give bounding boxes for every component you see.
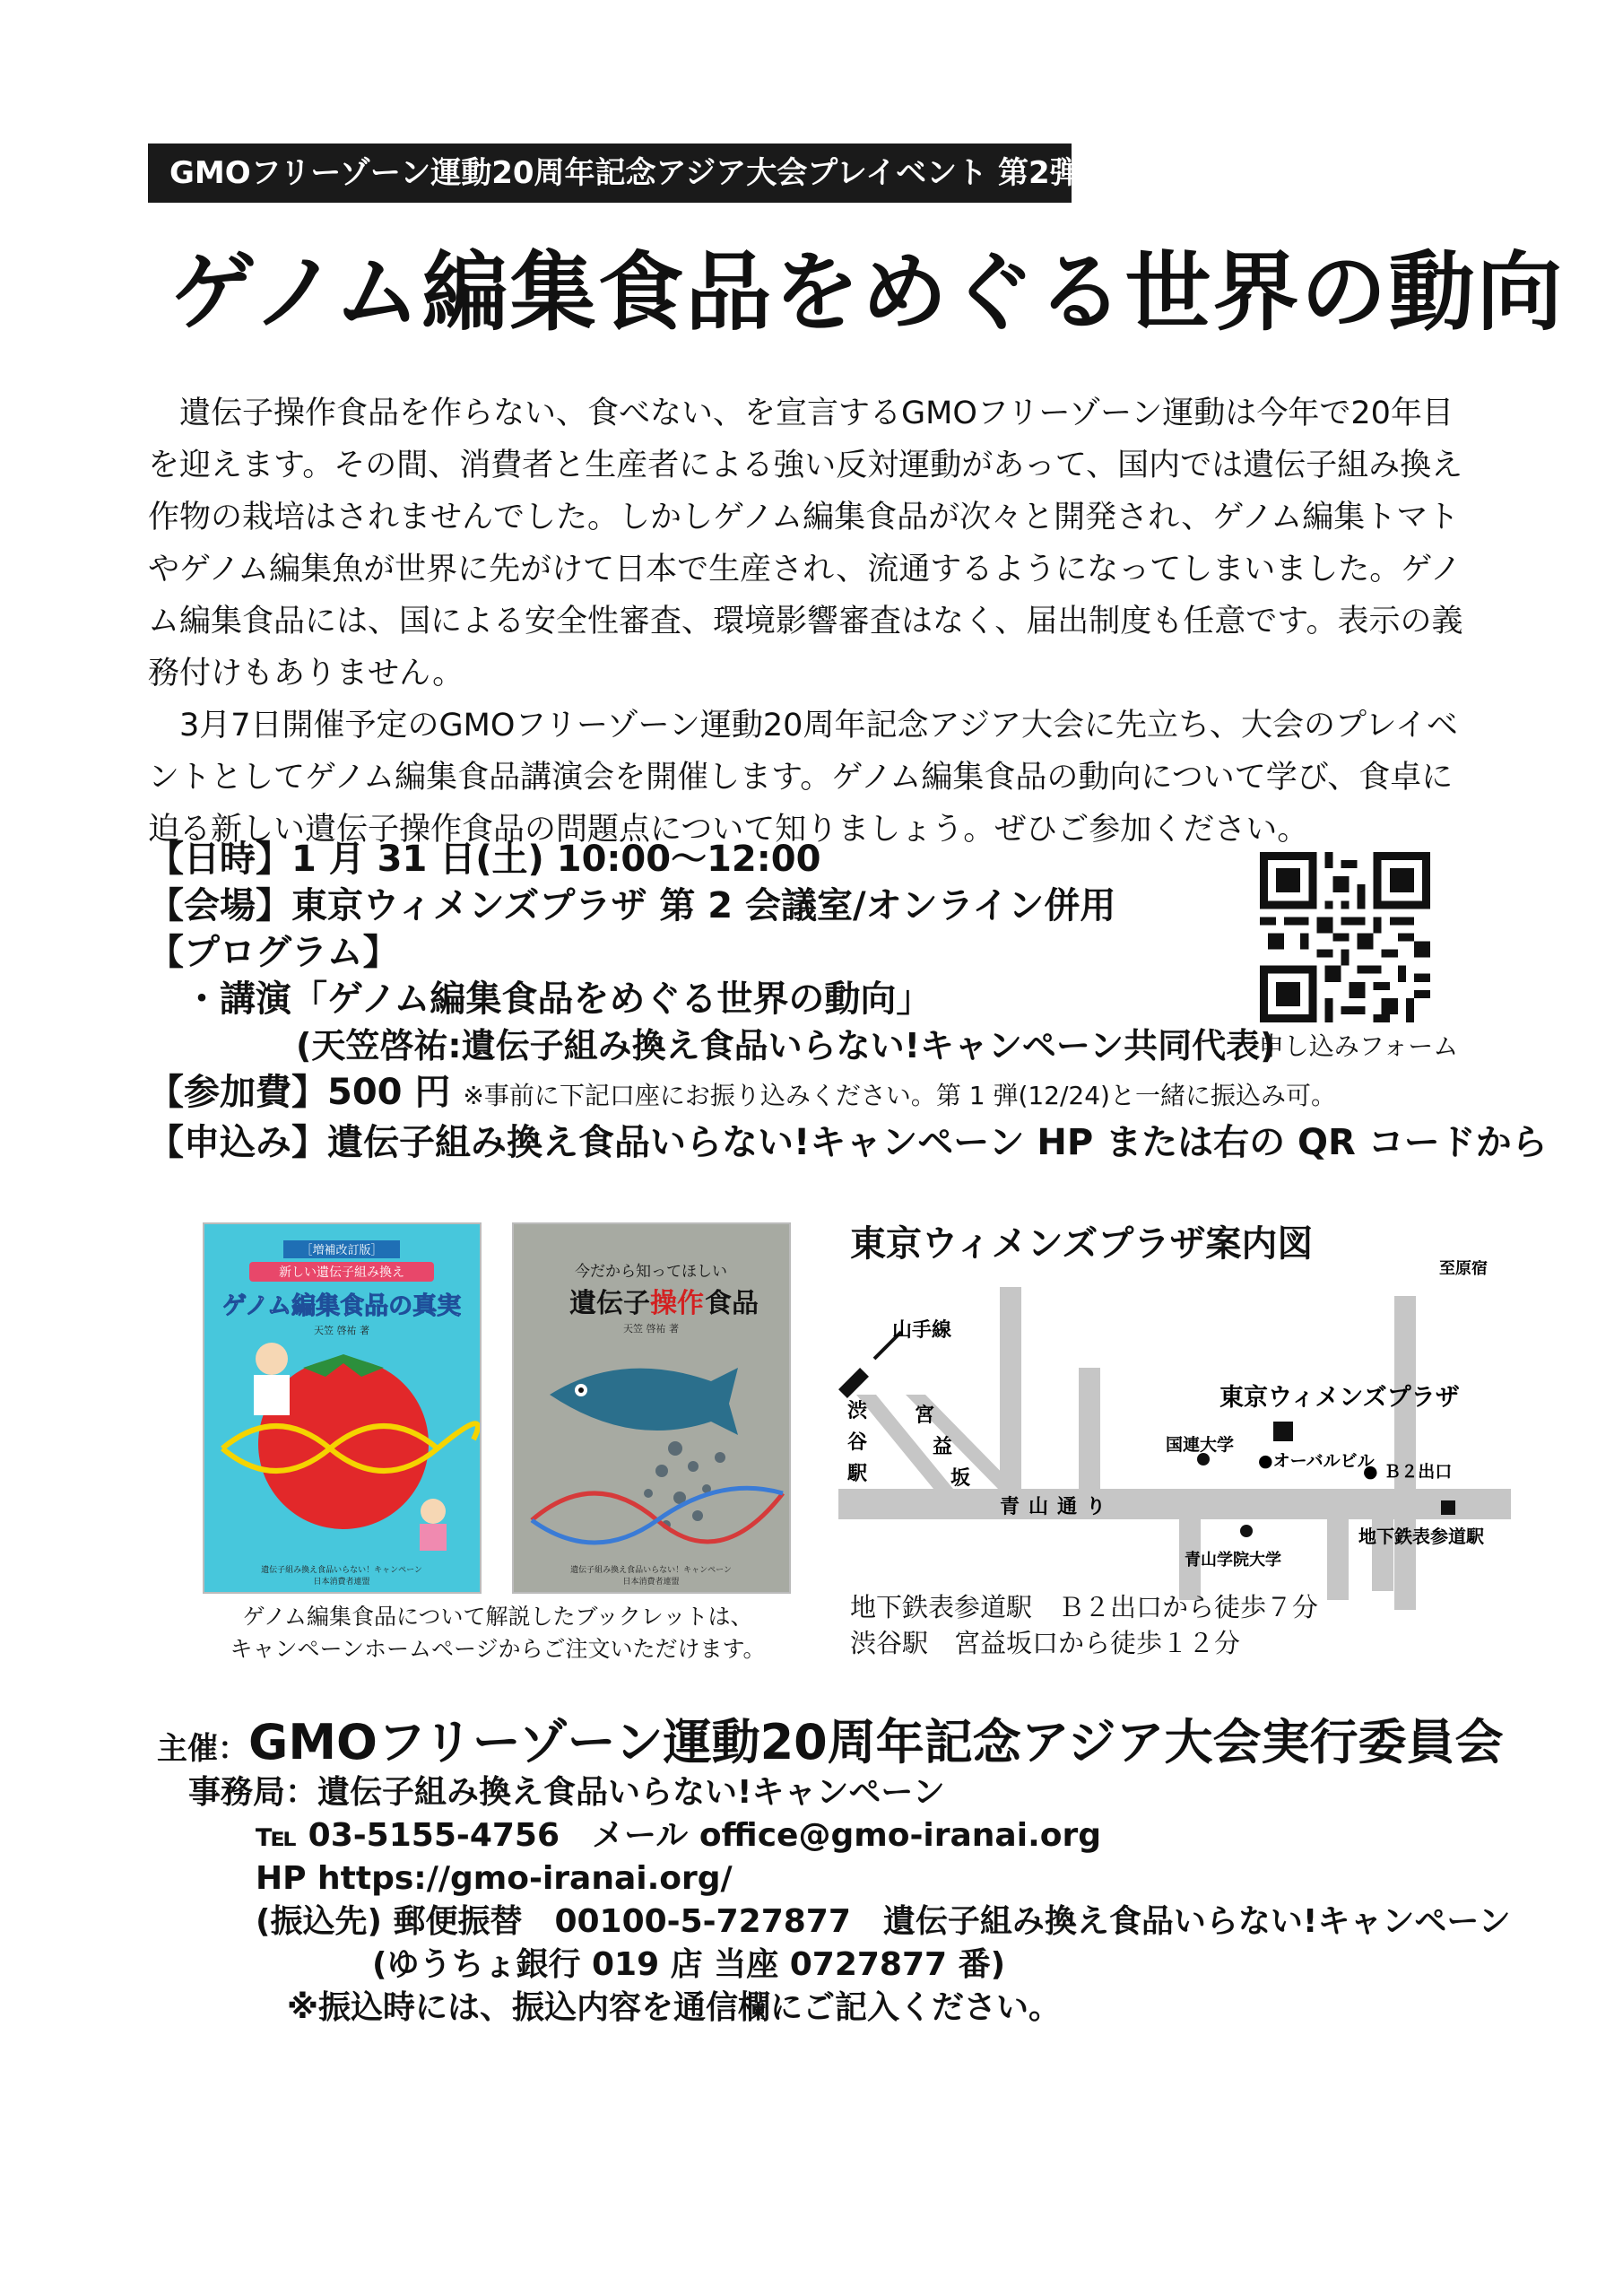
venue: 【会場】東京ウィメンズプラザ 第 2 会議室/オンライン併用 — [148, 885, 1116, 926]
fee-note: ※事前に下記口座にお振り込みください。第 1 弾(12/24)と一緒に振込み可。 — [463, 1081, 1336, 1110]
qr-code[interactable] — [1260, 852, 1430, 1022]
speaker: (天笠啓祐:遺伝子組み換え食品いらない!キャンペーン共同代表) — [296, 1026, 1276, 1065]
book2-publisher1: 遺伝子組み換え食品いらない！キャンペーン — [570, 1566, 732, 1575]
fee-row — [148, 1069, 1457, 1119]
access-map — [838, 1260, 1511, 1610]
miyamasu-c2: 益 — [933, 1436, 953, 1458]
map-label-b2: ● Ｂ２出口 — [1363, 1462, 1453, 1482]
transfer-note: ※振込時には、振込内容を通信欄にご記入ください。 — [287, 1989, 1061, 2026]
datetime: 【日時】1 月 31 日(土) 10:00～12:00 — [148, 839, 821, 880]
book-caption — [206, 1601, 789, 1665]
qr-caption: 申し込みフォーム — [1258, 1031, 1459, 1061]
map-label-unu: 国連大学 — [1166, 1435, 1235, 1455]
book1-author: 天笠 啓祐 著 — [314, 1325, 369, 1336]
tel-mail: ℡ 03-5155-4756 メール office@gmo-iranai.org — [256, 1817, 1101, 1854]
book2-author: 天笠 啓祐 著 — [623, 1323, 679, 1335]
intro-paragraph-1: 遺伝子操作食品を作らない、食べない、を宣言するGMOフリーゾーン運動は今年で20年目を迎えます。その間、消費者と生産者による強い反対運動があって、国内では遺伝子組み換え作物の栽培はされませんでした。しかしゲノム編集食品が次々と開発され、ゲノム編集トマトやゲノム編集魚が世界に先がけて日本で生産され、流通するようになってしまいました。ゲノム編集食品には、国による安全性審査、環境影響審査はなく、届出制度も任意です。表示の義務付けもありません。 — [148, 396, 1463, 691]
contact-info — [188, 1771, 1511, 2030]
homepage[interactable]: HP https://gmo-iranai.org/ — [256, 1860, 733, 1897]
access-subway: 地下鉄表参道駅 Ｂ２出口から徒歩７分 — [850, 1592, 1319, 1622]
book2-title-c: 食品 — [705, 1288, 759, 1319]
book1-publisher1: 遺伝子組み換え食品いらない！キャンペーン — [261, 1566, 422, 1575]
map-label-oval: ●オーバルビル — [1258, 1451, 1375, 1471]
intro-text — [148, 387, 1484, 856]
shibuya-c2: 谷 — [847, 1431, 868, 1454]
map-label-harajuku: 至原宿 — [1439, 1260, 1488, 1278]
book2-subtitle: 今だから知ってほしい — [575, 1263, 727, 1281]
book2-title-a: 遺伝子 — [569, 1288, 650, 1319]
apply: 【申込み】遺伝子組み換え食品いらない!キャンペーン HP または右の QR コードから — [148, 1122, 1548, 1163]
map-label-yamanote: 山手線 — [892, 1319, 952, 1342]
organizer-prefix: 主催： — [157, 1731, 248, 1767]
map-label-agu: 青山学院大学 — [1185, 1551, 1281, 1570]
lecture: ・講演「ゲノム編集食品をめぐる世界の動向」 — [184, 978, 933, 1020]
program-label: 【プログラム】 — [148, 932, 399, 973]
shibuya-c3: 駅 — [847, 1463, 868, 1485]
office: 事務局：遺伝子組み換え食品いらない!キャンペーン — [188, 1774, 945, 1811]
book1-publisher2: 日本消費者連盟 — [313, 1578, 370, 1587]
map-label-shibuya — [846, 1400, 874, 1485]
book-caption-line-1: ゲノム編集食品について解説したブックレットは、 — [242, 1604, 753, 1630]
bank-account: (ゆうちょ銀行 019 店 当座 0727877 番) — [372, 1946, 1006, 1983]
page-title: ゲノム編集食品をめぐる世界の動向 — [170, 242, 1565, 343]
miyamasu-c3: 坂 — [950, 1467, 971, 1490]
book-caption-line-2: キャンペーンホームページからご注文いただけます。 — [230, 1636, 766, 1662]
access-shibuya: 渋谷駅 宮益坂口から徒歩１２分 — [850, 1628, 1241, 1658]
access-info — [850, 1589, 1496, 1661]
shibuya-c1: 渋 — [847, 1400, 868, 1422]
transfer-account: (振込先) 郵便振替 00100-5-727877 遺伝子組み換え食品いらない!キャンペーン — [256, 1903, 1511, 1940]
intro-paragraph-2: 3月7日開催予定のGMOフリーゾーン運動20周年記念アジア大会に先立ち、大会のプレイベントとしてゲノム編集食品講演会を開催します。ゲノム編集食品の動向について学び、食卓に迫る新しい遺伝子操作食品の問題点について知りましょう。ぜひご参加ください。 — [148, 708, 1458, 848]
event-banner: GMOフリーゾーン運動20周年記念アジア大会プレイベント 第2弾 — [148, 144, 1072, 203]
book-cover-gene-manipulation — [514, 1224, 789, 1592]
book1-subtitle: 新しい遺伝子組み換え — [279, 1265, 404, 1280]
miyamasu-c1: 宮 — [915, 1405, 935, 1427]
book1-title: ゲノム編集食品の真実 — [221, 1292, 462, 1320]
organizer-name: GMOフリーゾーン運動20周年記念アジア大会実行委員会 — [248, 1714, 1504, 1770]
organizer — [157, 1704, 1504, 1773]
book-cover-genome-editing — [204, 1224, 480, 1592]
book2-publisher2: 日本消費者連盟 — [622, 1578, 680, 1587]
book2-title-b: 操作 — [650, 1288, 704, 1319]
map-title: 東京ウィメンズプラザ案内図 — [850, 1223, 1314, 1265]
map-label-subway: 地下鉄表参道駅 — [1358, 1526, 1484, 1547]
book1-badge: ［増補改訂版］ — [300, 1244, 383, 1257]
fee: 【参加費】500 円 — [148, 1072, 451, 1113]
map-label-plaza: 東京ウィメンズプラザ — [1219, 1384, 1460, 1412]
map-label-aoyama: 青山通り — [1000, 1496, 1115, 1518]
